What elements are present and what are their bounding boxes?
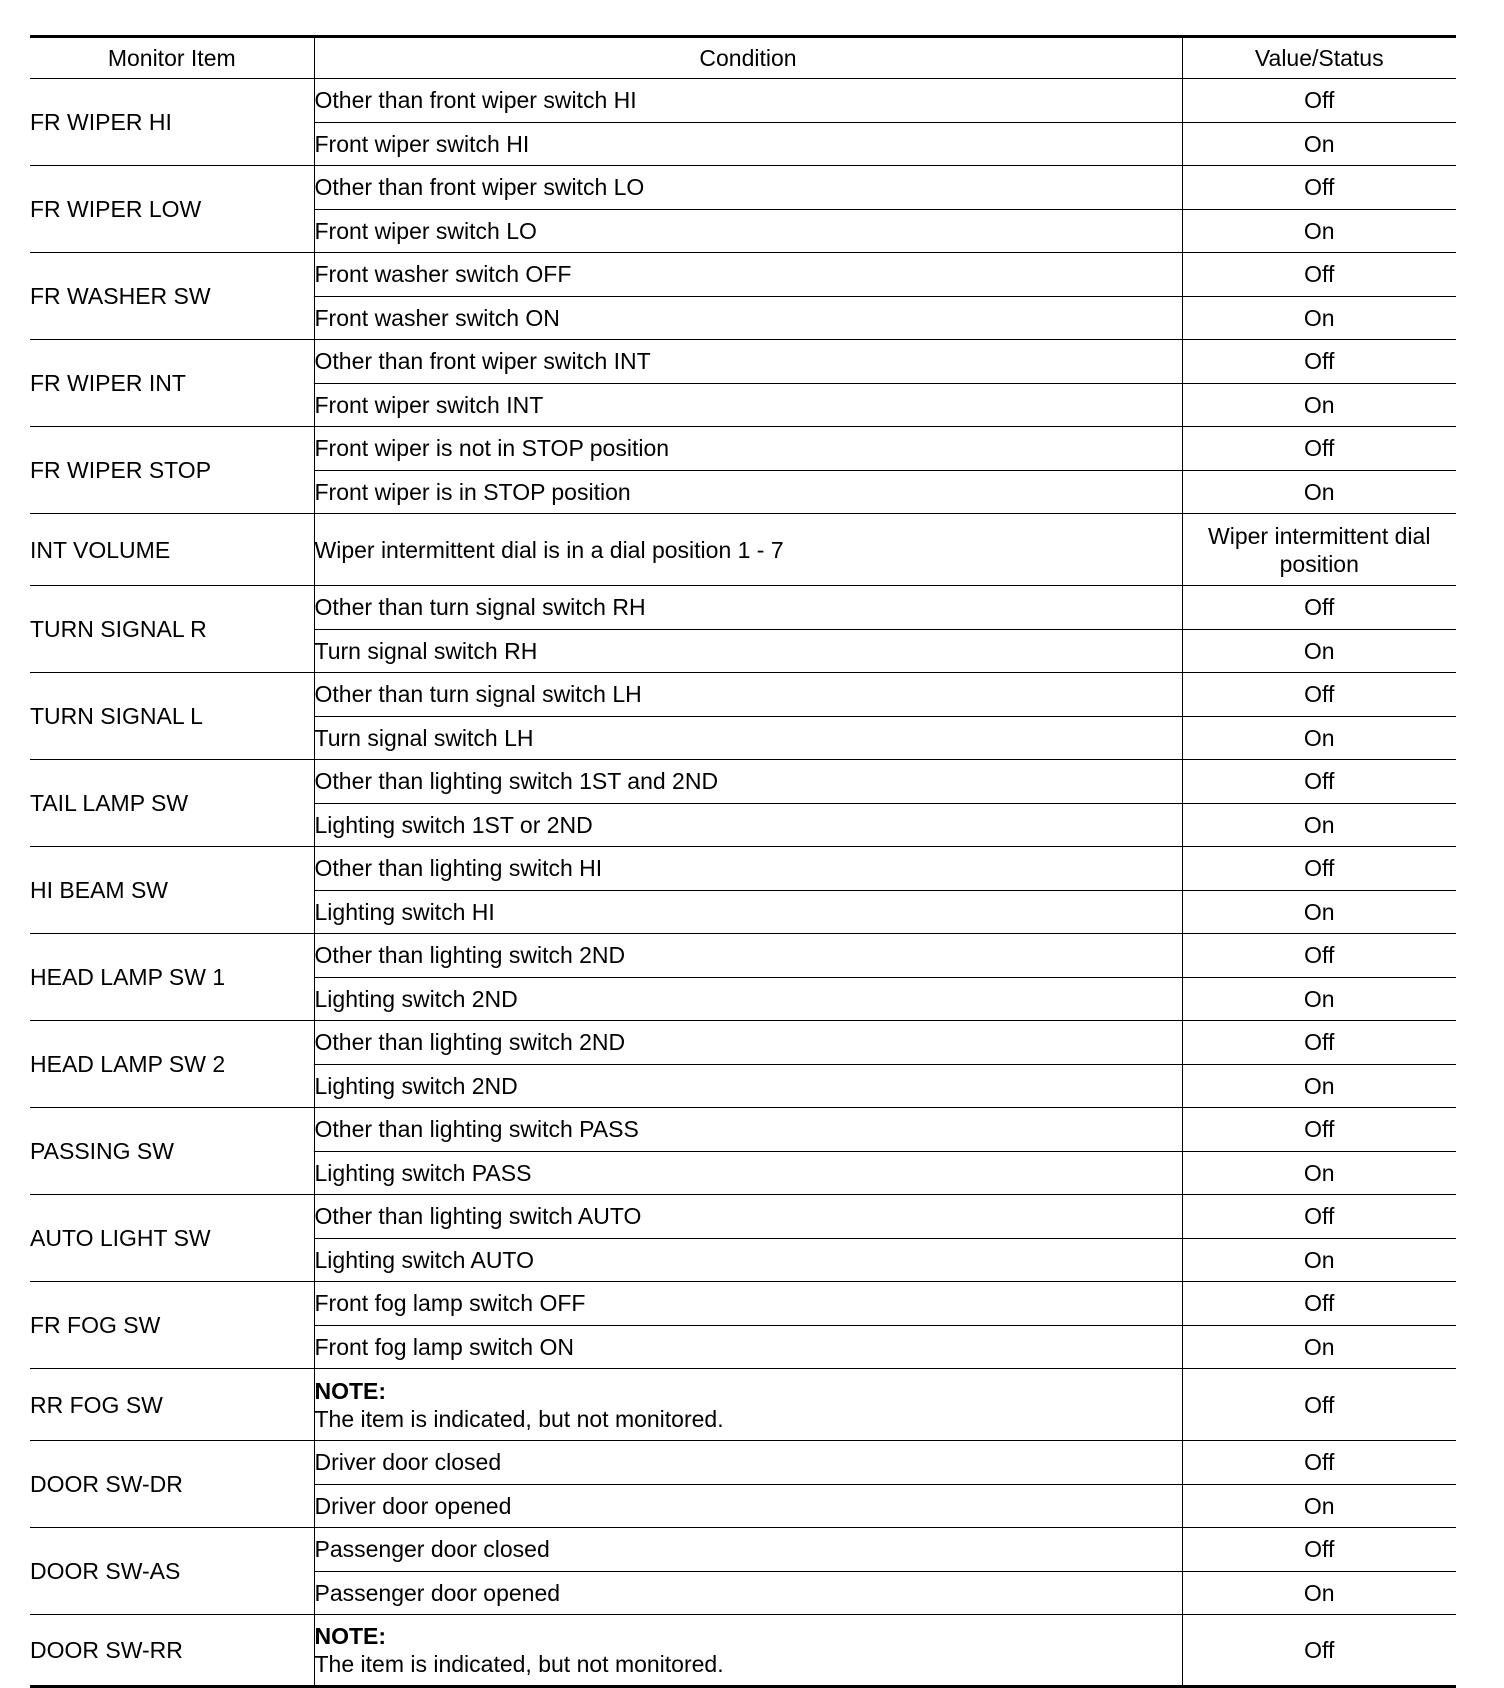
table-row bbox=[30, 79, 1456, 123]
value-status-cell: On bbox=[1182, 1064, 1456, 1108]
value-status-cell: On bbox=[1182, 1238, 1456, 1282]
monitor-item-cell: RR FOG SW bbox=[30, 1369, 314, 1441]
value-status-cell: On bbox=[1182, 122, 1456, 166]
monitor-item-cell: HEAD LAMP SW 1 bbox=[30, 934, 314, 1021]
value-status-cell: Off bbox=[1182, 1615, 1456, 1687]
condition-cell: Turn signal switch RH bbox=[314, 629, 1182, 673]
value-status-cell: Wiper intermittent dial position bbox=[1182, 514, 1456, 586]
note-cell bbox=[314, 1369, 1182, 1441]
value-status-cell: On bbox=[1182, 296, 1456, 340]
note-label: NOTE: bbox=[314, 1377, 387, 1404]
value-status-cell: On bbox=[1182, 383, 1456, 427]
condition-cell: Lighting switch 1ST or 2ND bbox=[314, 803, 1182, 847]
value-status-cell: Off bbox=[1182, 79, 1456, 123]
value-status-cell: Off bbox=[1182, 340, 1456, 384]
table-row bbox=[30, 760, 1456, 804]
table-row bbox=[30, 847, 1456, 891]
monitor-item-cell: FR WIPER INT bbox=[30, 340, 314, 427]
table-row bbox=[30, 934, 1456, 978]
monitor-item-cell: AUTO LIGHT SW bbox=[30, 1195, 314, 1282]
header-value-status: Value/Status bbox=[1182, 37, 1456, 79]
table-row bbox=[30, 673, 1456, 717]
monitor-item-cell: TURN SIGNAL L bbox=[30, 673, 314, 760]
condition-cell: Lighting switch 2ND bbox=[314, 977, 1182, 1021]
value-status-cell: Off bbox=[1182, 1195, 1456, 1239]
header-row bbox=[30, 37, 1456, 79]
value-status-cell: Off bbox=[1182, 166, 1456, 210]
value-status-cell: On bbox=[1182, 1151, 1456, 1195]
value-status-cell: On bbox=[1182, 209, 1456, 253]
value-status-cell: Off bbox=[1182, 1369, 1456, 1441]
table-row bbox=[30, 427, 1456, 471]
table-header bbox=[30, 37, 1456, 79]
table-row bbox=[30, 340, 1456, 384]
condition-cell: Other than turn signal switch RH bbox=[314, 586, 1182, 630]
value-status-cell: On bbox=[1182, 1325, 1456, 1369]
condition-cell: Front wiper switch HI bbox=[314, 122, 1182, 166]
monitor-item-cell: FR WIPER LOW bbox=[30, 166, 314, 253]
condition-cell: Other than lighting switch PASS bbox=[314, 1108, 1182, 1152]
condition-cell: Front wiper is not in STOP position bbox=[314, 427, 1182, 471]
monitor-item-cell: DOOR SW-RR bbox=[30, 1615, 314, 1687]
monitor-item-cell: PASSING SW bbox=[30, 1108, 314, 1195]
condition-cell: Lighting switch PASS bbox=[314, 1151, 1182, 1195]
table-row bbox=[30, 1282, 1456, 1326]
value-status-cell: On bbox=[1182, 629, 1456, 673]
value-status-cell: On bbox=[1182, 977, 1456, 1021]
condition-cell: Turn signal switch LH bbox=[314, 716, 1182, 760]
condition-cell: Lighting switch 2ND bbox=[314, 1064, 1182, 1108]
note-label: NOTE: bbox=[314, 1623, 387, 1649]
value-status-cell: On bbox=[1182, 716, 1456, 760]
value-status-cell: On bbox=[1182, 470, 1456, 514]
table-row bbox=[30, 586, 1456, 630]
monitor-item-cell: TURN SIGNAL R bbox=[30, 586, 314, 673]
note-cell bbox=[314, 1615, 1182, 1687]
condition-cell: Passenger door closed bbox=[314, 1528, 1182, 1572]
value-status-cell: Off bbox=[1182, 1108, 1456, 1152]
condition-cell: Lighting switch AUTO bbox=[314, 1238, 1182, 1282]
monitor-item-table bbox=[30, 35, 1456, 1688]
monitor-item-cell: DOOR SW-AS bbox=[30, 1528, 314, 1615]
condition-cell: Passenger door opened bbox=[314, 1571, 1182, 1615]
monitor-item-cell: FR FOG SW bbox=[30, 1282, 314, 1369]
value-status-cell: Off bbox=[1182, 1282, 1456, 1326]
table-row bbox=[30, 253, 1456, 297]
value-status-cell: Off bbox=[1182, 934, 1456, 978]
condition-cell: Front wiper switch LO bbox=[314, 209, 1182, 253]
header-monitor-item: Monitor Item bbox=[30, 37, 314, 79]
table-row bbox=[30, 1021, 1456, 1065]
monitor-item-cell: FR WASHER SW bbox=[30, 253, 314, 340]
condition-cell: Front wiper switch INT bbox=[314, 383, 1182, 427]
value-status-cell: Off bbox=[1182, 253, 1456, 297]
condition-cell: Other than lighting switch AUTO bbox=[314, 1195, 1182, 1239]
condition-cell: Front washer switch ON bbox=[314, 296, 1182, 340]
condition-cell: Other than front wiper switch LO bbox=[314, 166, 1182, 210]
condition-cell: Other than lighting switch 2ND bbox=[314, 1021, 1182, 1065]
condition-cell: Other than turn signal switch LH bbox=[314, 673, 1182, 717]
condition-cell: Wiper intermittent dial is in a dial position 1 - 7 bbox=[314, 514, 1182, 586]
value-status-cell: Off bbox=[1182, 427, 1456, 471]
monitor-item-cell: HI BEAM SW bbox=[30, 847, 314, 934]
condition-cell: Front washer switch OFF bbox=[314, 253, 1182, 297]
condition-cell: Other than lighting switch 1ST and 2ND bbox=[314, 760, 1182, 804]
table-row bbox=[30, 1615, 1456, 1687]
note-text: The item is indicated, but not monitored. bbox=[314, 1405, 724, 1432]
value-status-cell: Off bbox=[1182, 847, 1456, 891]
table-row bbox=[30, 166, 1456, 210]
monitor-item-cell: DOOR SW-DR bbox=[30, 1441, 314, 1528]
condition-cell: Driver door opened bbox=[314, 1484, 1182, 1528]
value-status-cell: Off bbox=[1182, 1021, 1456, 1065]
condition-cell: Front wiper is in STOP position bbox=[314, 470, 1182, 514]
condition-cell: Front fog lamp switch OFF bbox=[314, 1282, 1182, 1326]
value-status-cell: On bbox=[1182, 803, 1456, 847]
table-row bbox=[30, 1108, 1456, 1152]
condition-cell: Other than front wiper switch INT bbox=[314, 340, 1182, 384]
value-status-cell: On bbox=[1182, 1571, 1456, 1615]
monitor-item-cell: FR WIPER STOP bbox=[30, 427, 314, 514]
monitor-item-cell: INT VOLUME bbox=[30, 514, 314, 586]
value-status-cell: Off bbox=[1182, 1441, 1456, 1485]
monitor-item-cell: FR WIPER HI bbox=[30, 79, 314, 166]
condition-cell: Driver door closed bbox=[314, 1441, 1182, 1485]
condition-cell: Lighting switch HI bbox=[314, 890, 1182, 934]
table-row bbox=[30, 1369, 1456, 1441]
table-row bbox=[30, 1441, 1456, 1485]
table-row bbox=[30, 514, 1456, 586]
condition-cell: Front fog lamp switch ON bbox=[314, 1325, 1182, 1369]
value-status-cell: Off bbox=[1182, 1528, 1456, 1572]
value-status-cell: On bbox=[1182, 890, 1456, 934]
condition-cell: Other than lighting switch HI bbox=[314, 847, 1182, 891]
monitor-item-cell: HEAD LAMP SW 2 bbox=[30, 1021, 314, 1108]
value-status-cell: Off bbox=[1182, 760, 1456, 804]
value-status-cell: On bbox=[1182, 1484, 1456, 1528]
condition-cell: Other than front wiper switch HI bbox=[314, 79, 1182, 123]
table-body bbox=[30, 79, 1456, 1687]
condition-cell: Other than lighting switch 2ND bbox=[314, 934, 1182, 978]
note-text: The item is indicated, but not monitored. bbox=[314, 1651, 724, 1677]
value-status-cell: Off bbox=[1182, 586, 1456, 630]
value-status-cell: Off bbox=[1182, 673, 1456, 717]
header-condition: Condition bbox=[314, 37, 1182, 79]
table-row bbox=[30, 1528, 1456, 1572]
table-row bbox=[30, 1195, 1456, 1239]
monitor-item-cell: TAIL LAMP SW bbox=[30, 760, 314, 847]
